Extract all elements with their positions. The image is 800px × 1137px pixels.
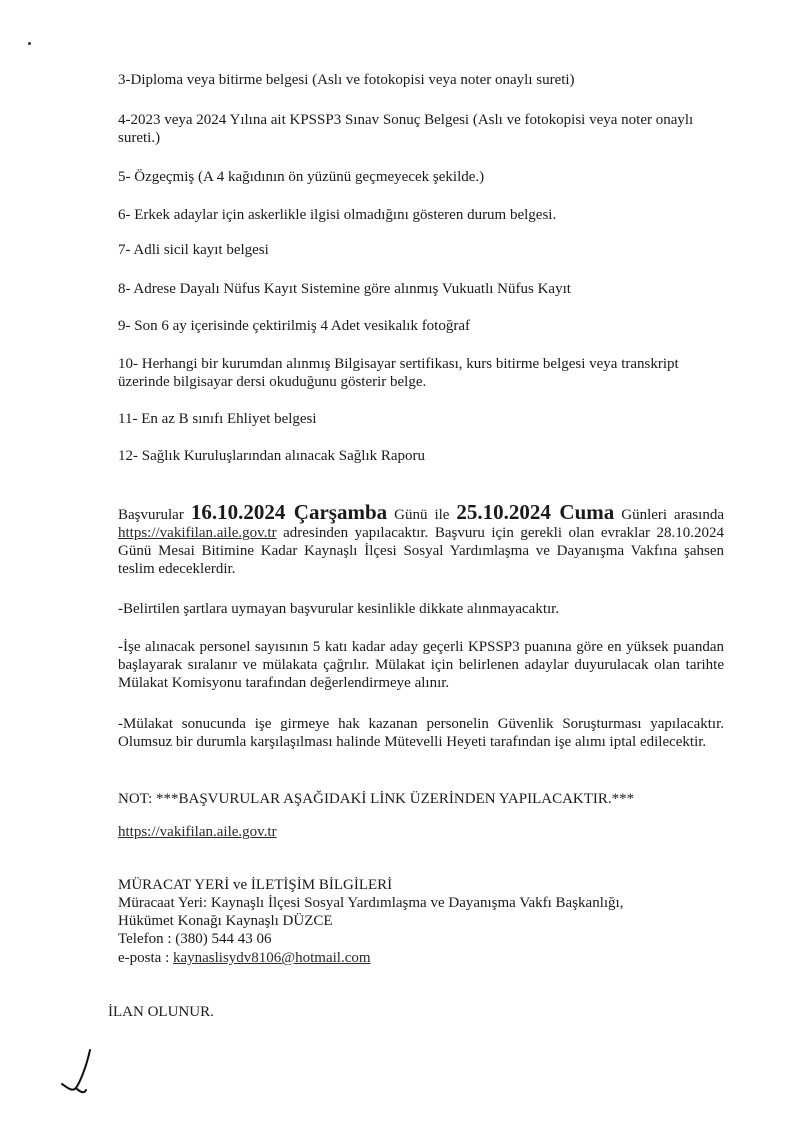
requirement-item-4: 4-2023 veya 2024 Yılına ait KPSSP3 Sınav Sonuç Belgesi (Aslı ve fotokopisi veya noter onaylı sureti.) [118, 112, 694, 146]
contact-place-line1: Müracaat Yeri: Kaynaşlı İlçesi Sosyal Yardımlaşma ve Dayanışma Vakfı Başkanlığı, [118, 895, 624, 911]
application-start-date: 16.10.2024 Çarşamba [190, 500, 388, 524]
application-link[interactable]: https://vakifilan.aile.gov.tr [118, 525, 277, 541]
signature-mark [58, 1048, 106, 1106]
application-link-bottom[interactable]: https://vakifilan.aile.gov.tr [118, 824, 277, 840]
requirement-item-6: 6- Erkek adaylar için askerlikle ilgisi olmadığını gösteren durum belgesi. [118, 207, 557, 223]
closing-text: İLAN OLUNUR. [108, 1004, 214, 1020]
note-conditions: -Belirtilen şartlara uymayan başvurular kesinlikle dikkate alınmayacaktır. [118, 601, 560, 617]
note-ranking: -İşe alınacak personel sayısının 5 katı kadar aday geçerli KPSSP3 puanına göre en yüksek puandan başlayarak sıralanır ve mülakata çağrılır. Mülakat için belirlenen adaylar duyurulacak olan tarihte Mülakat Komisyonu tarafından değerlendirmeye alınır. [118, 639, 724, 691]
requirement-item-10: 10- Herhangi bir kurumdan alınmış Bilgisayar sertifikası, kurs bitirme belgesi veya transkript üzerinde bilgisayar dersi okuduğunu gösterir belge. [118, 356, 679, 390]
contact-email-label: e-posta : [118, 950, 173, 966]
application-suffix: Günleri arasında [614, 507, 725, 523]
application-paragraph [118, 500, 725, 578]
note-security-check: -Mülakat sonucunda işe girmeye hak kazanan personelin Güvenlik Soruşturması yapılacaktır. Olumsuz bir durumla karşılaşılması halinde Mütevelli Heyeti tarafından işe alımı iptal edilecektir. [118, 716, 724, 750]
contact-heading: MÜRACAT YERİ ve İLETİŞİM BİLGİLERİ [118, 877, 393, 893]
application-prefix: Başvurular [118, 507, 191, 523]
contact-email[interactable]: kaynaslisydv8106@hotmail.com [172, 950, 371, 966]
application-after-link: adresinden yapılacaktır. Başvuru için gerekli olan evraklar 28.10.2024 Günü Mesai Bitimine Kadar Kaynaşlı İlçesi Sosyal Yardımlaşma ve Dayanışma Vakfına şahsen teslim edeceklerdir. [118, 525, 724, 577]
application-middle: Günü ile [387, 507, 457, 523]
requirement-item-7: 7- Adli sicil kayıt belgesi [118, 242, 269, 258]
requirement-item-9: 9- Son 6 ay içerisinde çektirilmiş 4 Adet vesikalık fotoğraf [118, 318, 471, 334]
contact-phone: Telefon : (380) 544 43 06 [118, 931, 272, 947]
application-end-date: 25.10.2024 Cuma [456, 500, 615, 524]
requirement-item-5: 5- Özgeçmiş (A 4 kağıdının ön yüzünü geçmeyecek şekilde.) [118, 169, 485, 185]
contact-email-row [118, 949, 371, 967]
requirement-item-3: 3-Diploma veya bitirme belgesi (Aslı ve fotokopisi veya noter onaylı sureti) [118, 72, 575, 88]
requirement-item-12: 12- Sağlık Kuruluşlarından alınacak Sağlık Raporu [118, 448, 426, 464]
contact-place-line2: Hükümet Konağı Kaynaşlı DÜZCE [118, 913, 333, 929]
requirement-item-11: 11- En az B sınıfı Ehliyet belgesi [118, 411, 317, 427]
requirement-item-8: 8- Adrese Dayalı Nüfus Kayıt Sistemine göre alınmış Vukuatlı Nüfus Kayıt [118, 281, 571, 297]
scan-speck [28, 42, 31, 45]
link-note-heading: NOT: ***BAŞVURULAR AŞAĞIDAKİ LİNK ÜZERİNDEN YAPILACAKTIR.*** [118, 791, 635, 807]
